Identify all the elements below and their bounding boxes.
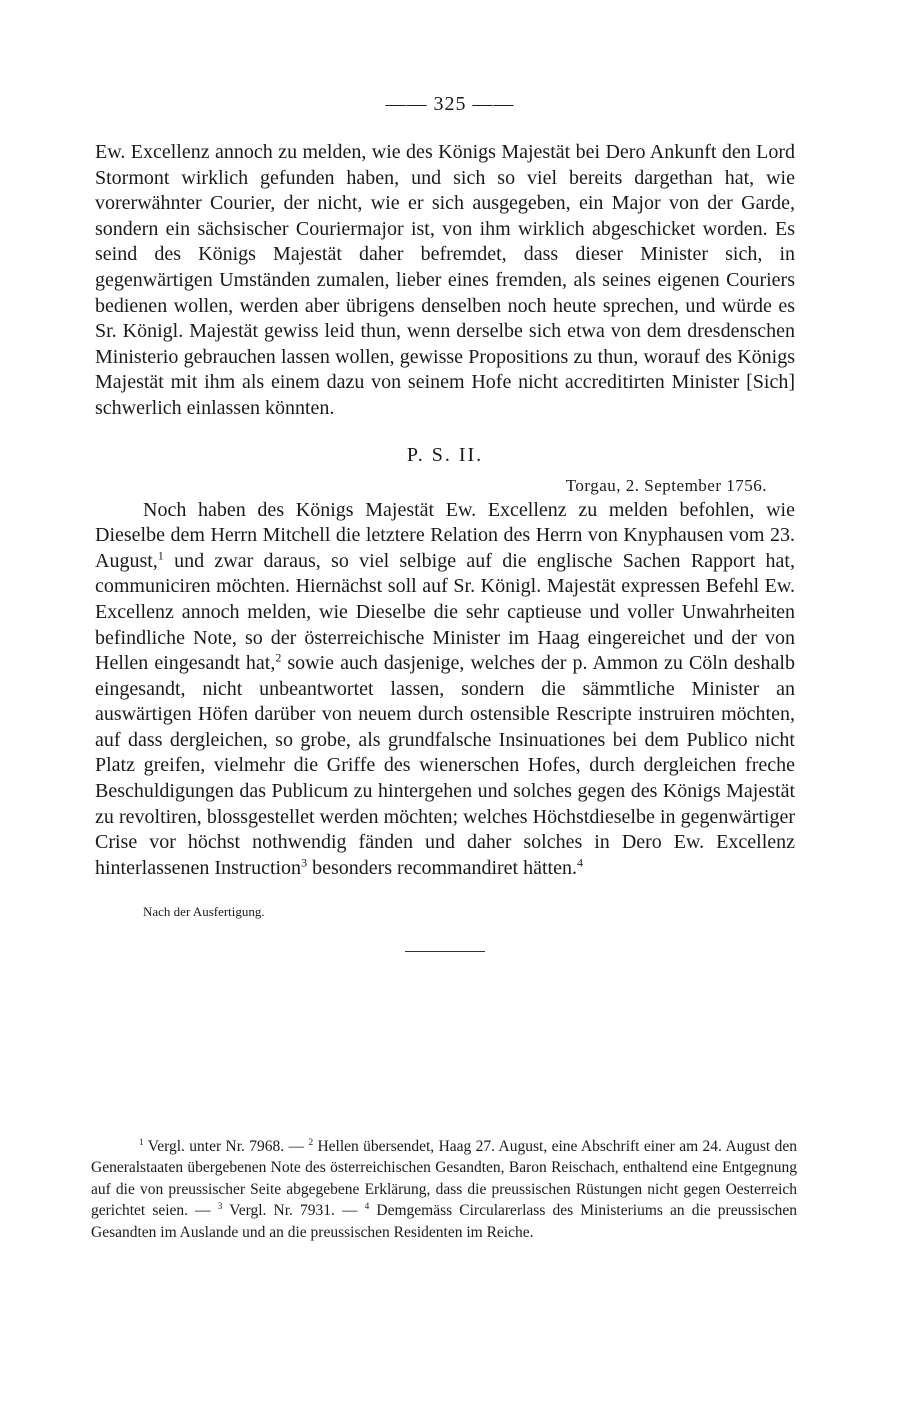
footnote-mark-1: 1 (139, 1137, 144, 1148)
footnote-ref-4: 4 (576, 855, 583, 870)
footnote-3-text: Vergl. Nr. 7931. — (222, 1202, 365, 1220)
paragraph-2-part-a: Noch haben des Königs Majestät Ew. Excellenz zu melden befohlen, wie Dieselbe dem Herrn Mitchell die letztere Relation des Herrn von Knyphausen vom 23. August, (95, 498, 795, 572)
footnotes (91, 1136, 797, 1243)
footnote-mark-2: 2 (308, 1137, 314, 1148)
paragraph-1: Ew. Excellenz annoch zu melden, wie des Königs Majestät bei Dero Ankunft den Lord Stormont wirklich gefunden haben, und sich so viel bereits dargethan hat, wie vorerwähnter Courier, der nicht, wie er sich ausgegeben, ein Major von der Garde, sondern ein sächsischer Couriermajor ist, von ihm wirklich abgeschicket worden. Es seind des Königs Majestät daher befremdet, dass dieser Minister sich, in gegenwärtigen Umständen zumalen, lieber eines fremden, als seines eigenen Couriers bedienen wollen, werden aber übrigens denselben noch heute sprechen, und würde es Sr. Königl. Majestät gewiss leid thun, wenn derselbe sich etwa von dem dresdenschen Ministerio gebrauchen lassen wollen, gewisse Propositions zu thun, worauf des Königs Majestät mit ihm als einem dazu von seinem Hofe nicht accreditirten Minister [Sich] schwerlich einlassen könnten. (95, 141, 795, 419)
footnote-ref-2: 2 (275, 650, 282, 665)
page-header: —— 325 —— (385, 93, 515, 115)
footnote-mark-4: 4 (364, 1202, 370, 1213)
source-note: Nach der Ausfertigung. (143, 904, 265, 920)
footnote-ref-1: 1 (157, 548, 164, 563)
dateline: Torgau, 2. September 1756. (565, 475, 767, 495)
footnote-1-text: Vergl. unter Nr. 7968. — (143, 1138, 309, 1155)
footnote-2-text: Hellen übersendet, Haag 27. August, eine Abschrift einer am 24. August den Generalstaaten übergebenen Note des österreichischen Gesandten, Baron Reischach, enthaltend eine Entgegnung auf die von preussischer Seite abgegebene Erklärung, dass die preussischen Rüstungen nicht gegen Oesterreich gerichtet seien. — (91, 1138, 797, 1220)
paragraph-2-part-b: und zwar daraus, so viel selbige auf die englische Sachen Rapport hat, communiciren möchten. Hiernächst soll auf Sr. Königl. Majestät expressen Befehl Ew. Excellenz annoch melden, wie Dieselbe die sehr captieuse und voller Unwahrheiten befindliche Note, so der österreichische Minister im Haag eingereichet und der von Hellen eingesandt hat, (95, 549, 795, 675)
paragraph-2-part-d: besonders recommandiret hätten. (307, 856, 577, 879)
ps-heading: P. S. II. (406, 443, 484, 466)
main-text (95, 140, 795, 952)
footnote-block (91, 1136, 797, 1243)
footnote-ref-3: 3 (301, 855, 308, 870)
paragraph-2-part-c: sowie auch dasjenige, welches der p. Ammon zu Cöln deshalb eingesandt, nicht unbeantwortet lassen, sondern die sämmtliche Minister an auswärtigen Höfen darüber von neuem durch ostensible Rescripte instruiren möchten, auf dass dergleichen, so grobe, als grundfalsche Insinuationes bei dem Publico nicht Platz greifen, vielmehr die Griffe des wienerschen Hofes, durch dergleichen freche Beschuldigungen das Publicum zu hintergehen und solches gegen des Königs Majestät zu revoltiren, blossgestellet werden möchten; welches Höchstdieselbe in gegenwärtiger Crise vor höchst nothwendig fänden und daher solches in Dero Ew. Excellenz hinterlassenen Instruction (95, 652, 795, 879)
paragraph-2 (95, 498, 795, 882)
footnote-4-text: Demgemäss Circularerlass des Ministeriums an die preussischen Gesandten im Auslande und an die preussischen Residenten im Reiche. (91, 1202, 798, 1241)
footnote-mark-3: 3 (217, 1202, 223, 1213)
section-separator (405, 951, 485, 952)
